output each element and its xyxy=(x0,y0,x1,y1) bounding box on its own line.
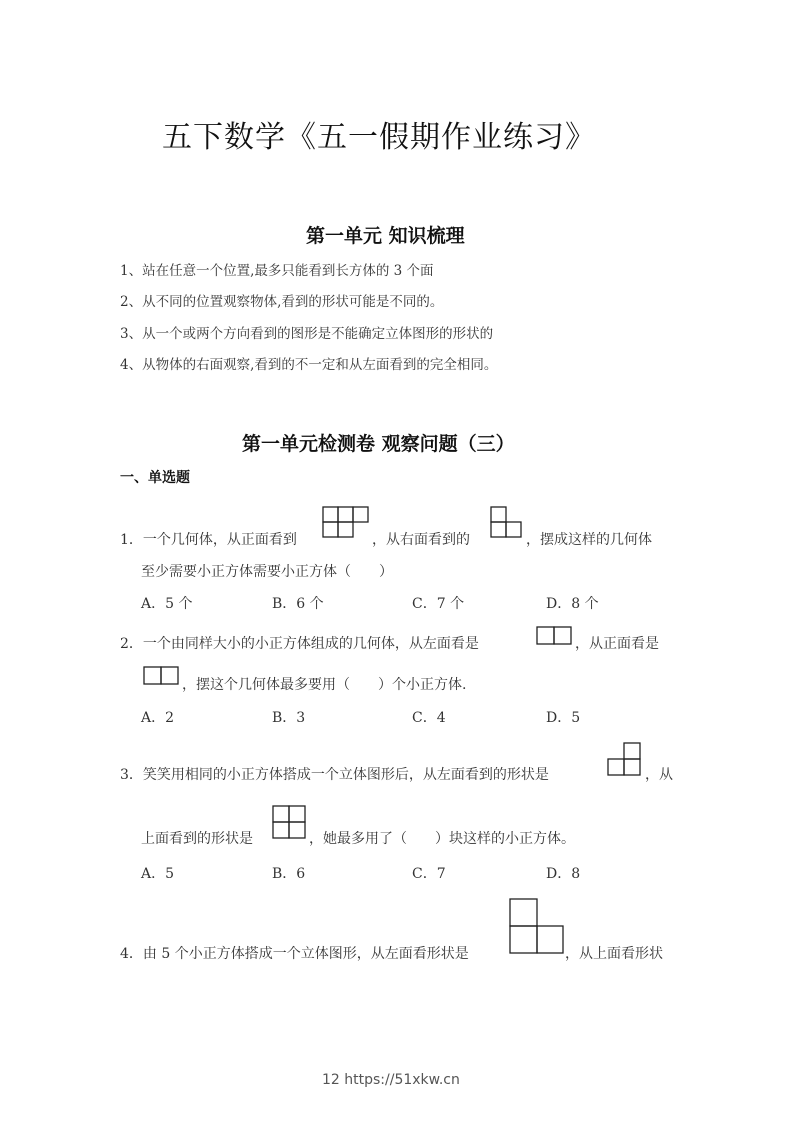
q2-option-a: A．2 xyxy=(141,710,175,726)
q1-option-a: A．5 个 xyxy=(141,596,193,612)
q2-text-line2: ，摆这个几何体最多要用（ ）个小正方体. xyxy=(182,677,467,693)
q3-option-a: A．5 xyxy=(141,866,175,882)
section2-heading: 第一单元检测卷 观察问题（三） xyxy=(242,433,515,455)
knowledge-point-4: 4、从物体的右面观察,看到的不一定和从左面看到的完全相同。 xyxy=(120,357,498,373)
q1-text-c: ，摆成这样的几何体 xyxy=(526,532,652,548)
q1-text-line2: 至少需要小正方体需要小正方体（ ） xyxy=(141,564,393,580)
q3-option-c: C．7 xyxy=(412,866,446,882)
q3-text-line2-b: ，她最多用了（ ）块这样的小正方体。 xyxy=(309,831,575,847)
q2-option-b: B．3 xyxy=(272,710,306,726)
q1-text-b: ，从右面看到的 xyxy=(372,532,470,548)
knowledge-point-1: 1、站在任意一个位置,最多只能看到长方体的 3 个面 xyxy=(120,263,434,279)
q3-text-a: 3．笑笑用相同的小正方体搭成一个立体图形后，从左面看到的形状是 xyxy=(120,767,549,783)
q3-top-view-figure xyxy=(272,805,308,839)
q3-option-d: D．8 xyxy=(546,866,581,882)
q2-left-view-figure xyxy=(536,626,574,646)
part-label-single-choice: 一、单选题 xyxy=(120,470,190,486)
q1-option-d: D．8 个 xyxy=(546,596,599,612)
page-title: 五下数学《五一假期作业练习》 xyxy=(162,120,596,155)
q3-text-line2-a: 上面看到的形状是 xyxy=(141,831,253,847)
q4-text-b: ，从上面看形状 xyxy=(565,946,663,962)
q2-front-view-figure xyxy=(143,666,181,686)
q1-text-a: 1．一个几何体，从正面看到 xyxy=(120,532,297,548)
q3-left-view-figure xyxy=(607,742,643,776)
q1-front-view-figure xyxy=(322,506,370,538)
q2-option-d: D．5 xyxy=(546,710,581,726)
q2-text-b: ，从正面看是 xyxy=(575,636,659,652)
knowledge-point-2: 2、从不同的位置观察物体,看到的形状可能是不同的。 xyxy=(120,294,444,310)
section1-heading: 第一单元 知识梳理 xyxy=(306,225,465,247)
q3-text-b: ，从 xyxy=(645,767,673,783)
q4-text-a: 4．由 5 个小正方体搭成一个立体图形，从左面看形状是 xyxy=(120,946,469,962)
q1-option-b: B．6 个 xyxy=(272,596,324,612)
q1-option-c: C．7 个 xyxy=(412,596,465,612)
page-footer: 12 https://51xkw.cn xyxy=(322,1072,460,1088)
q4-left-view-figure xyxy=(509,898,565,956)
q1-right-view-figure xyxy=(490,506,524,538)
knowledge-point-3: 3、从一个或两个方向看到的图形是不能确定立体图形的形状的 xyxy=(120,326,494,342)
q2-option-c: C．4 xyxy=(412,710,446,726)
q2-text-a: 2．一个由同样大小的小正方体组成的几何体，从左面看是 xyxy=(120,636,479,652)
q3-option-b: B．6 xyxy=(272,866,306,882)
